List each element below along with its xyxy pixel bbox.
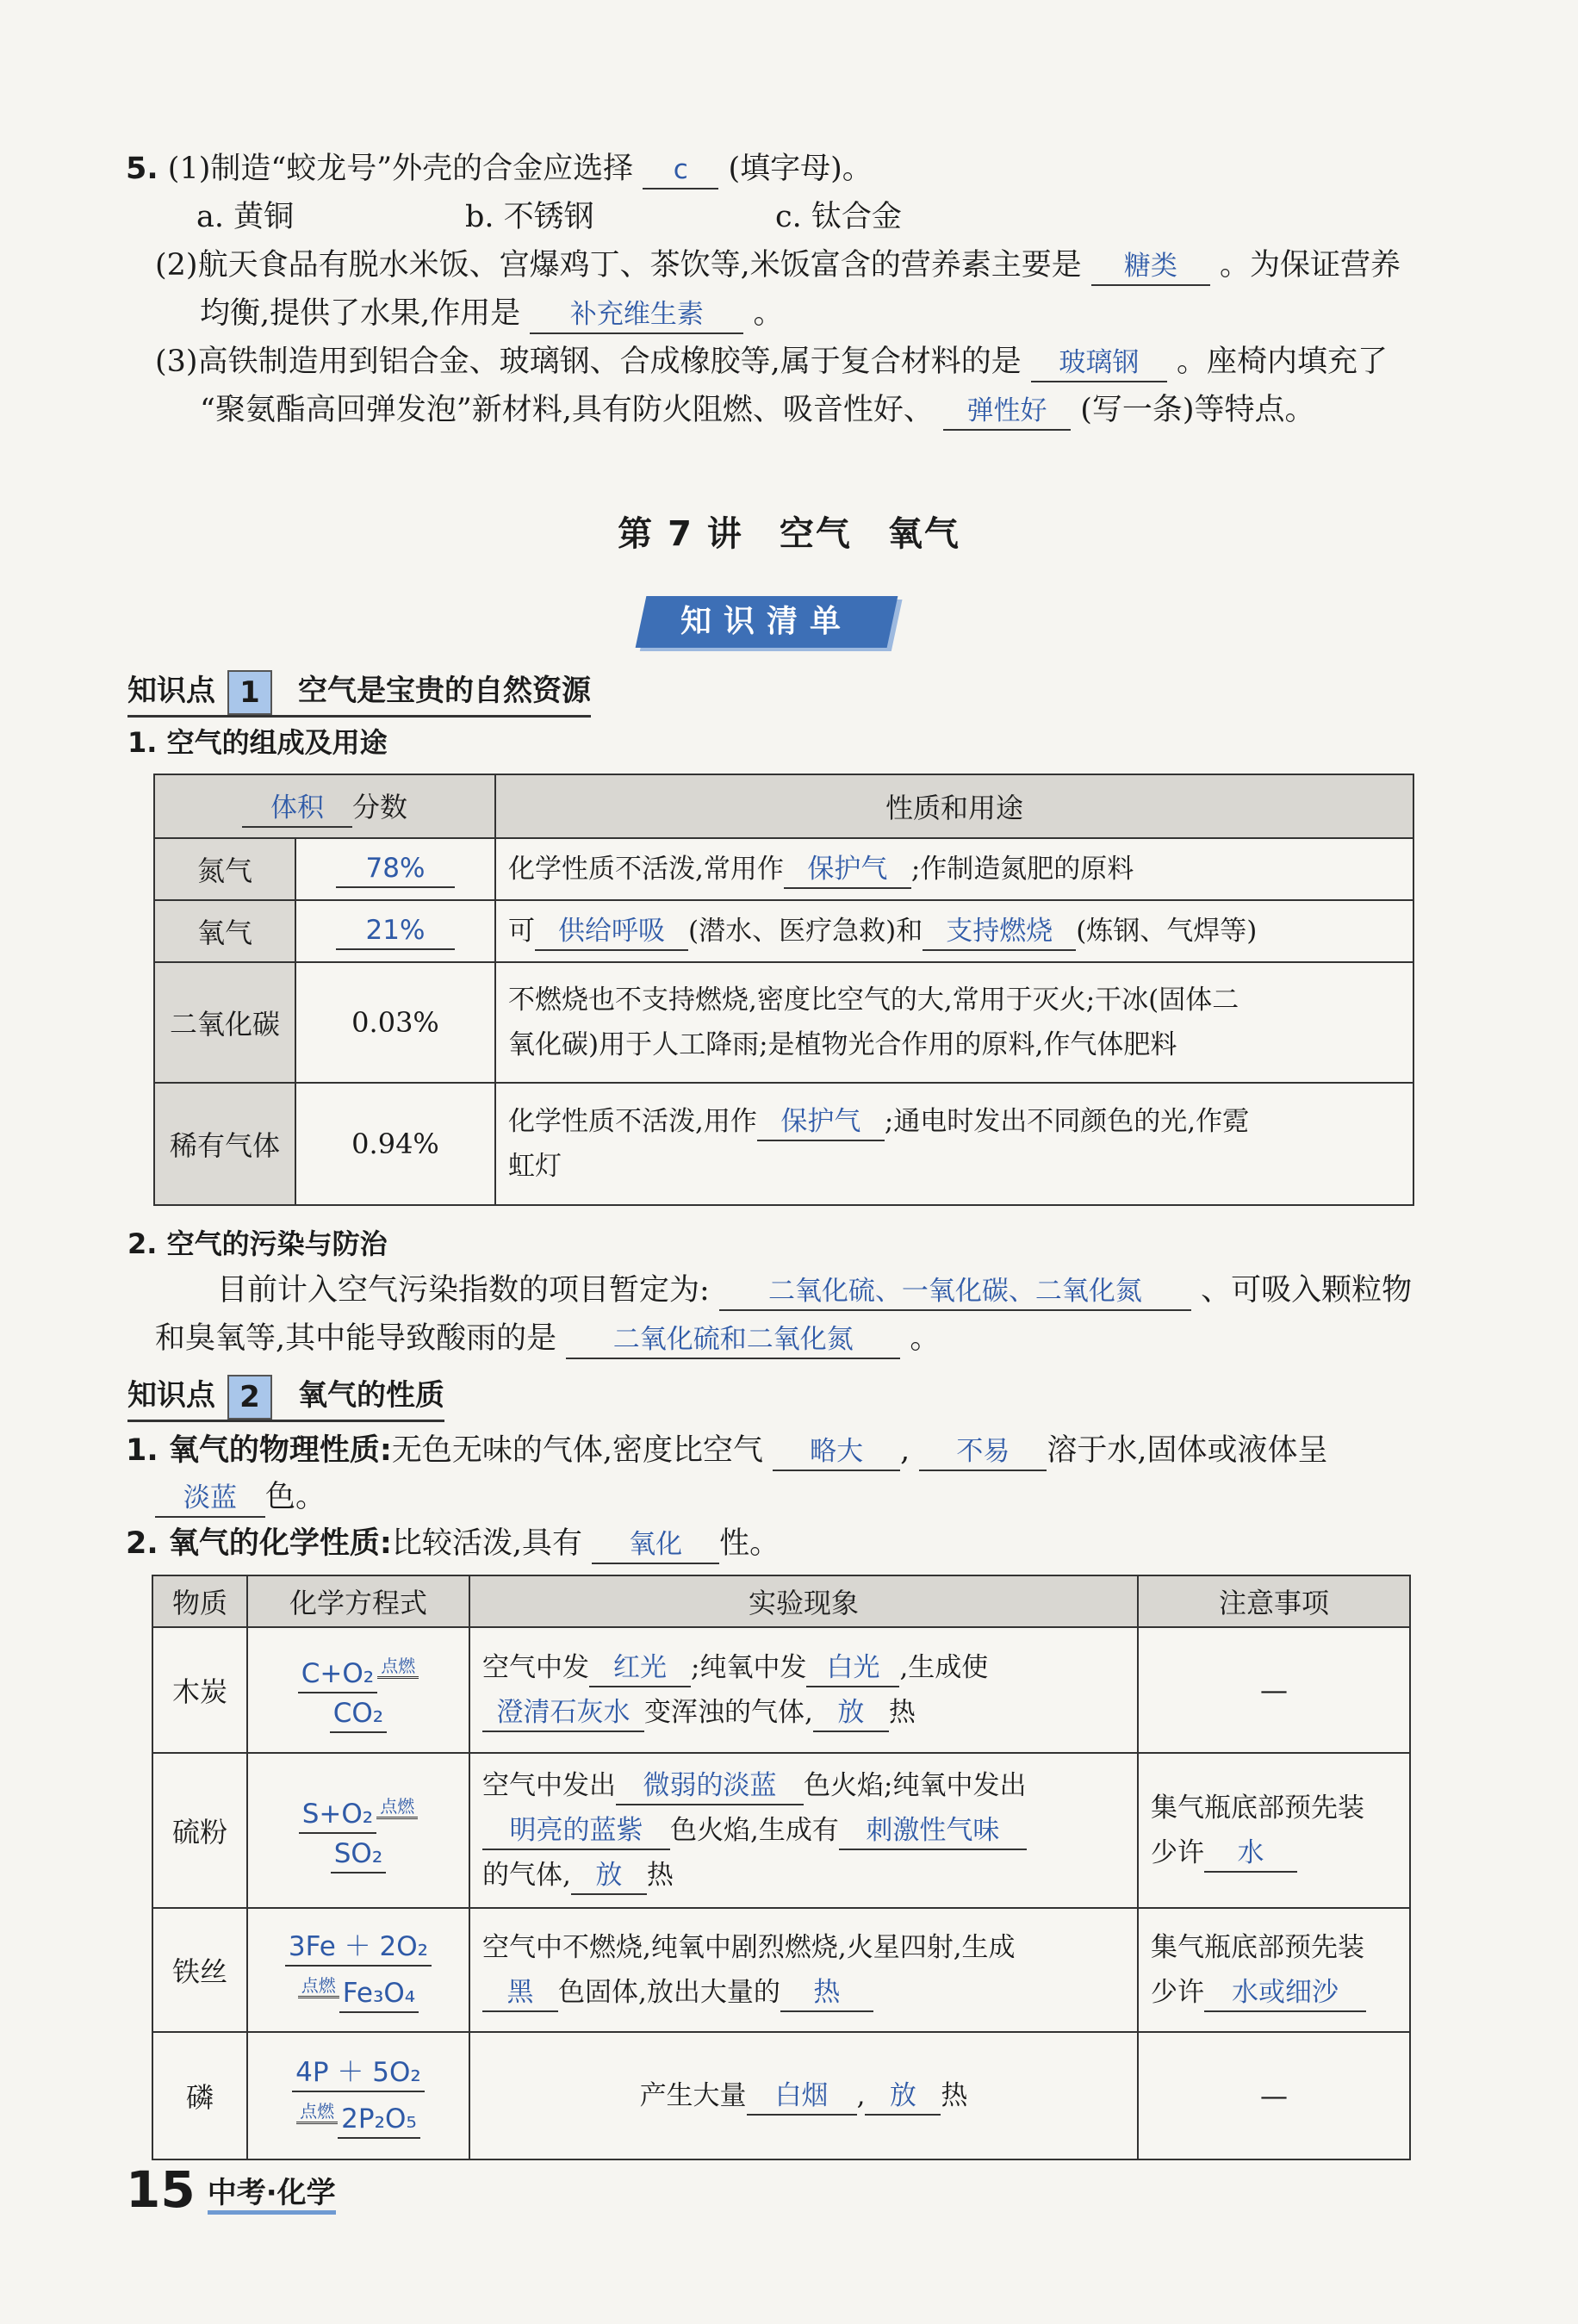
condition-ignite: 点燃 — [376, 1796, 418, 1819]
oxygen-text: 溶于水,固体或液体呈 — [1047, 1433, 1328, 1468]
notes-cell — [1138, 1753, 1410, 1908]
q5-p3-suffix: 。座椅内填充了 — [1177, 345, 1389, 379]
equation-left[interactable]: 3Fe ＋ 2O₂ — [285, 1929, 432, 1967]
equation-cell — [247, 1908, 469, 2032]
use-text: 氧化碳)用于人工降雨;是植物光合作用的原料,作气体肥料 — [508, 1029, 1177, 1060]
equation-cell — [247, 1753, 469, 1908]
header-equation: 化学方程式 — [247, 1575, 469, 1627]
substance-name: 磷 — [152, 2032, 247, 2159]
phenomenon-answer[interactable]: 白光 — [806, 1650, 899, 1687]
notes-text: 少许 — [1151, 1837, 1204, 1868]
phenomenon-answer[interactable]: 微弱的淡蓝 — [616, 1768, 804, 1805]
notes-text: 少许 — [1151, 1977, 1204, 2008]
phenomenon-text: ,生成使 — [899, 1652, 989, 1683]
fraction-header — [154, 774, 495, 838]
use-text: ;作制造氮肥的原料 — [910, 854, 1134, 885]
gas-fraction-cell — [295, 838, 495, 900]
phenomenon-answer[interactable]: 放 — [571, 1857, 647, 1895]
equation-right[interactable]: Fe₃O₄ — [339, 1975, 419, 2013]
page-number: 15 — [126, 2160, 196, 2219]
table-row — [154, 900, 1413, 962]
phenomenon-answer[interactable]: 热 — [780, 1974, 873, 2012]
gas-fraction: 0.03% — [295, 962, 495, 1083]
q5-p2-line2 — [200, 293, 784, 334]
phenomenon-text: , — [856, 2080, 866, 2111]
substance-name: 铁丝 — [152, 1908, 247, 2032]
q5-p1-answer[interactable]: c — [643, 152, 718, 190]
gas-name: 氧气 — [154, 900, 295, 962]
pollution-text: 、可吸入颗粒物 — [1201, 1273, 1413, 1308]
fraction-header-blank[interactable]: 体积 — [242, 790, 352, 828]
oxygen-text: 无色无味的气体,密度比空气 — [391, 1433, 763, 1468]
condition-ignite: 点燃 — [296, 2101, 338, 2124]
notes-answer[interactable]: 水或细沙 — [1204, 1974, 1366, 2012]
q5-p3-answer[interactable]: 玻璃钢 — [1031, 345, 1167, 382]
phenomenon-answer[interactable]: 澄清石灰水 — [482, 1694, 644, 1732]
gas-use — [495, 1083, 1413, 1205]
gas-name: 氮气 — [154, 838, 295, 900]
kp2-label: 知识点 — [127, 1378, 215, 1413]
table2-header-row — [152, 1575, 1410, 1627]
density-answer[interactable]: 略大 — [773, 1433, 900, 1471]
header-substance: 物质 — [152, 1575, 247, 1627]
equation-cell — [247, 1627, 469, 1753]
use-text: 虹灯 — [508, 1151, 562, 1182]
phenomenon-text: 色火焰,生成有 — [670, 1815, 839, 1846]
gas-fraction: 0.94% — [295, 1083, 495, 1205]
q5-p2-line1 — [155, 245, 1401, 286]
use-answer[interactable]: 保护气 — [757, 1103, 885, 1141]
gas-use — [495, 900, 1413, 962]
table1-header-row — [154, 774, 1413, 838]
q5-option-c: c. 钛合金 — [775, 200, 902, 234]
phenomenon-text: 热 — [941, 2080, 968, 2111]
oxygen-physical-title: 1. 氧气的物理性质: — [126, 1433, 392, 1468]
use-text: 不燃烧也不支持燃烧,密度比空气的大,常用于灭火;干冰(固体二 — [508, 985, 1239, 1016]
oxidizing-answer[interactable]: 氧化 — [592, 1526, 719, 1564]
equation-left[interactable]: C+O₂ — [298, 1656, 377, 1693]
use-answer[interactable]: 保护气 — [784, 851, 911, 889]
book-title: 中考·化学 — [208, 2176, 336, 2215]
q5-p2-answer2[interactable]: 补充维生素 — [530, 296, 743, 334]
kp2-title: 氧气的性质 — [298, 1378, 444, 1413]
use-text: 化学性质不活泼,常用作 — [508, 854, 784, 885]
notes-dash: — — [1138, 1627, 1410, 1753]
q5-p2-answer[interactable]: 糖类 — [1091, 248, 1210, 286]
table-row — [152, 1753, 1410, 1908]
pollution-text: 目前计入空气污染指数的项目暂定为: — [217, 1273, 710, 1308]
q5-line1 — [126, 148, 873, 190]
use-text: (炼钢、气焊等) — [1076, 916, 1258, 947]
kp1-number: 1 — [227, 670, 272, 715]
oxygen-chemical-line — [126, 1523, 780, 1564]
q5-p3-line2 — [200, 389, 1315, 431]
use-text: (潜水、医疗急救)和 — [688, 916, 923, 947]
kp2-number: 2 — [227, 1375, 272, 1420]
gas-fraction[interactable]: 78% — [336, 850, 455, 888]
section-2-title: 2. 空气的污染与防治 — [127, 1227, 388, 1260]
use-header: 性质和用途 — [495, 774, 1413, 838]
knowledge-list-banner — [636, 596, 898, 648]
phenomenon-text: 空气中不燃烧,纯氧中剧烈燃烧,火星四射,生成 — [482, 1932, 1016, 1963]
substance-name: 硫粉 — [152, 1753, 247, 1908]
substance-name: 木炭 — [152, 1627, 247, 1753]
phenomenon-text: 色固体,放出大量的 — [558, 1977, 780, 2008]
phenomenon-text: 热 — [646, 1860, 674, 1891]
pollution-text: 。 — [910, 1321, 941, 1356]
phenomenon-answer[interactable]: 明亮的蓝紫 — [482, 1812, 670, 1850]
pollution-line2 — [155, 1318, 940, 1359]
page-footer — [126, 2160, 336, 2219]
phenomenon-text: 变浑浊的气体, — [644, 1697, 813, 1728]
condition-ignite: 点燃 — [377, 1656, 419, 1679]
q5-option-b: b. 不锈钢 — [465, 200, 594, 234]
knowledge-point-1-heading — [127, 667, 591, 718]
q5-p1-suffix: (填字母)。 — [728, 152, 873, 186]
gas-fraction-cell — [295, 900, 495, 962]
table-row — [152, 1908, 1410, 2032]
oxygen-text: 比较活泼,具有 — [391, 1526, 582, 1561]
q5-p3-line1 — [155, 341, 1388, 382]
q5-p2-line2-suffix: 。 — [753, 296, 784, 331]
banner-label: 知识清单 — [680, 604, 853, 639]
phenomenon-text: 热 — [888, 1697, 916, 1728]
solubility-answer[interactable]: 不易 — [919, 1433, 1047, 1471]
equation-left[interactable]: 4P ＋ 5O₂ — [292, 2054, 425, 2092]
oxygen-reaction-table — [152, 1575, 1411, 2160]
equation-cell — [247, 2032, 469, 2159]
oxygen-chemical-title: 2. 氧气的化学性质: — [126, 1526, 392, 1561]
oxygen-text: 性。 — [719, 1526, 780, 1561]
oxygen-text: 色。 — [265, 1480, 326, 1514]
phenomenon-text: 的气体, — [482, 1860, 571, 1891]
use-answer[interactable]: 供给呼吸 — [535, 913, 688, 951]
gas-name: 稀有气体 — [154, 1083, 295, 1205]
header-phenomenon: 实验现象 — [469, 1575, 1138, 1627]
q5-p1-text: (1)制造“蛟龙号”外壳的合金应选择 — [167, 152, 634, 186]
q5-p2-text: (2)航天食品有脱水米饭、宫爆鸡丁、茶饮等,米饭富含的营养素主要是 — [155, 248, 1082, 283]
phenomenon-cell — [469, 2032, 1138, 2159]
oxygen-physical-line2 — [155, 1476, 326, 1518]
equation-right[interactable]: SO₂ — [331, 1836, 387, 1873]
q5-number: 5. — [126, 152, 158, 186]
phenomenon-text: 空气中发 — [482, 1652, 589, 1683]
section-1-title: 1. 空气的组成及用途 — [127, 726, 388, 759]
q5-p3-line2-text: “聚氨酯高回弹发泡”新材料,具有防火阻燃、吸音性好、 — [200, 393, 934, 427]
use-answer-2[interactable]: 支持燃烧 — [923, 913, 1076, 951]
gas-fraction[interactable]: 21% — [336, 912, 455, 950]
gas-use — [495, 838, 1413, 900]
phenomenon-cell — [469, 1908, 1138, 2032]
phenomenon-text: ;纯氧中发 — [691, 1652, 807, 1683]
use-text: 化学性质不活泼,用作 — [508, 1106, 757, 1137]
phenomenon-answer[interactable]: 放 — [813, 1694, 889, 1732]
equation-right[interactable]: CO₂ — [330, 1695, 387, 1733]
fraction-header-suffix: 分数 — [351, 790, 407, 823]
use-text: 可 — [508, 916, 535, 947]
oxygen-physical-line1 — [126, 1430, 1328, 1471]
q5-option-a: a. 黄铜 — [196, 200, 295, 234]
lecture-title: 第 7 讲 空气 氧气 — [618, 514, 960, 554]
phenomenon-answer[interactable]: 红光 — [589, 1650, 691, 1687]
table-row — [154, 838, 1413, 900]
oxygen-text: , — [900, 1433, 910, 1468]
table-row — [154, 962, 1413, 1083]
phenomenon-cell — [469, 1627, 1138, 1753]
acid-rain-answer[interactable]: 二氧化硫和二氧化氮 — [566, 1321, 900, 1359]
gas-name: 二氧化碳 — [154, 962, 295, 1083]
air-composition-table — [153, 774, 1414, 1206]
phenomenon-text: 色火焰;纯氧中发出 — [804, 1770, 1027, 1801]
phenomenon-answer[interactable]: 刺激性气味 — [839, 1812, 1027, 1850]
use-text: ;通电时发出不同颜色的光,作霓 — [884, 1106, 1250, 1137]
gas-use — [495, 962, 1413, 1083]
phenomenon-answer[interactable]: 黑 — [482, 1974, 558, 2012]
q5-p3-line2-suffix: (写一条)等特点。 — [1080, 393, 1315, 427]
phenomenon-answer[interactable]: 白烟 — [747, 2078, 857, 2116]
notes-text: 集气瓶底部预先装 — [1151, 1793, 1364, 1824]
equation-left[interactable]: S+O₂ — [299, 1796, 376, 1834]
knowledge-point-2-heading — [127, 1371, 444, 1422]
table-row — [152, 2032, 1410, 2159]
pollution-answer[interactable]: 二氧化硫、一氧化碳、二氧化氮 — [719, 1273, 1191, 1311]
condition-ignite: 点燃 — [298, 1975, 339, 1998]
q5-p3-answer2[interactable]: 弹性好 — [943, 393, 1071, 431]
q5-p2-line2-text: 均衡,提供了水果,作用是 — [200, 296, 521, 331]
phenomenon-answer[interactable]: 放 — [865, 2078, 941, 2116]
pollution-line1 — [217, 1270, 1412, 1311]
notes-text: 集气瓶底部预先装 — [1151, 1932, 1364, 1963]
color-answer[interactable]: 淡蓝 — [155, 1480, 265, 1518]
phenomenon-text: 空气中发出 — [482, 1770, 616, 1801]
notes-answer[interactable]: 水 — [1204, 1835, 1297, 1873]
kp1-label: 知识点 — [127, 674, 215, 708]
phenomenon-cell — [469, 1753, 1138, 1908]
q5-p3-text: (3)高铁制造用到铝合金、玻璃钢、合成橡胶等,属于复合材料的是 — [155, 345, 1022, 379]
q5-options — [196, 196, 902, 238]
q5-p2-suffix: 。为保证营养 — [1220, 248, 1401, 283]
pollution-text: 和臭氧等,其中能导致酸雨的是 — [155, 1321, 557, 1356]
equation-right[interactable]: 2P₂O₅ — [338, 2101, 420, 2139]
notes-dash: — — [1138, 2032, 1410, 2159]
notes-cell — [1138, 1908, 1410, 2032]
phenomenon-text: 产生大量 — [639, 2080, 747, 2111]
header-notes: 注意事项 — [1138, 1575, 1410, 1627]
table-row — [154, 1083, 1413, 1205]
kp1-title: 空气是宝贵的自然资源 — [298, 674, 591, 708]
table-row — [152, 1627, 1410, 1753]
